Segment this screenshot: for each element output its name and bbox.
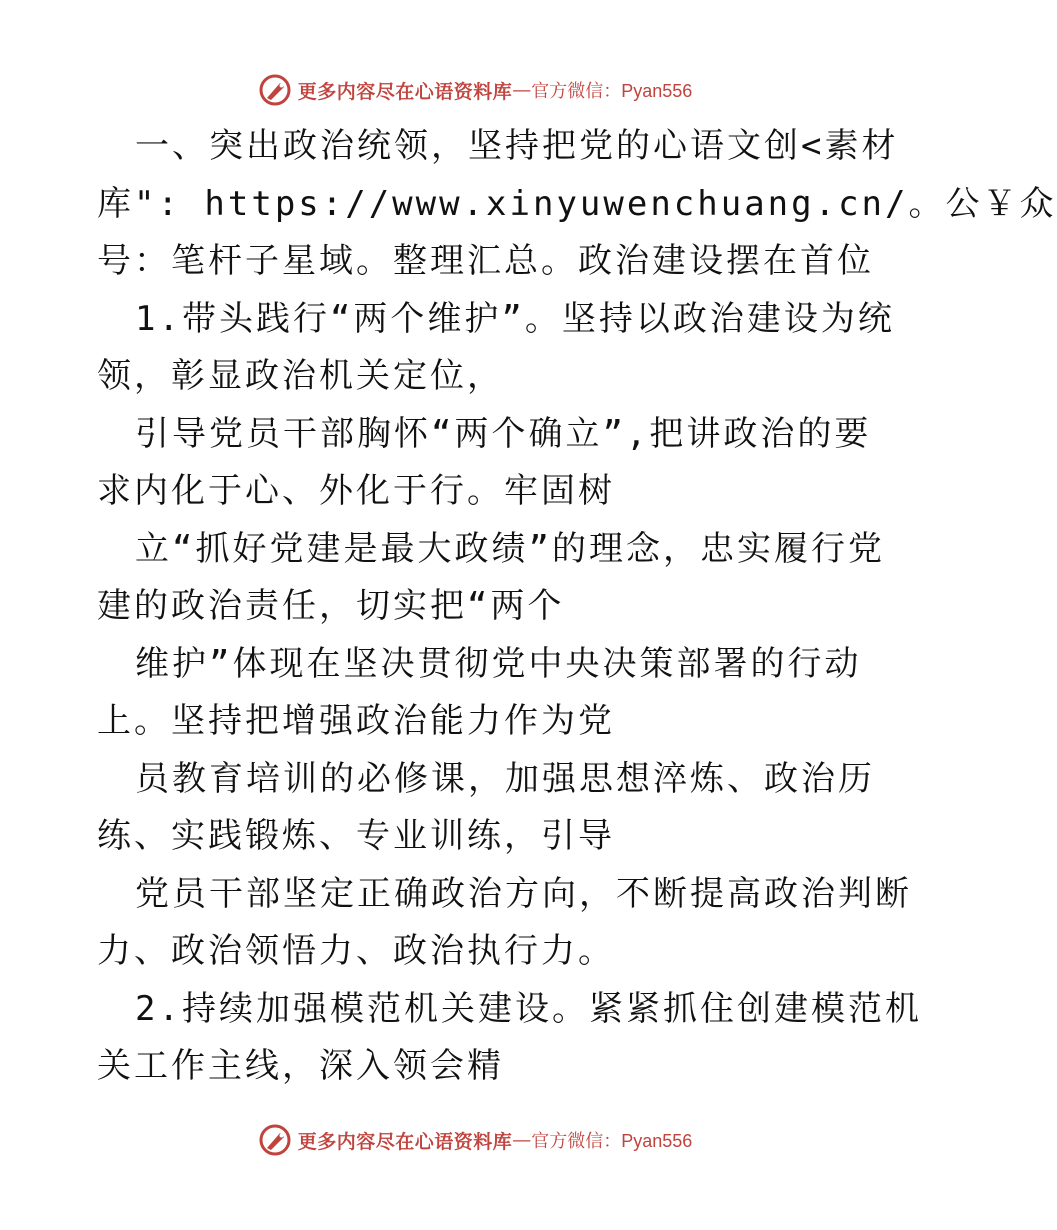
- watermark-footer: [0, 1120, 950, 1160]
- fountain-pen-logo-icon: [258, 73, 292, 107]
- watermark-header: [0, 70, 950, 110]
- text-line: 立“抓好党建是最大政绩”的理念，忠实履行党: [135, 528, 885, 569]
- watermark-wechat-text: 官方微信：Pyan556: [531, 1131, 693, 1151]
- text-line: 一、突出政治统领，坚持把党的心语文创<素材: [135, 126, 899, 166]
- text-line: 关工作主线，深入领会精: [97, 1046, 504, 1086]
- watermark-wechat-text: 官方微信：Pyan556: [531, 81, 693, 101]
- text-line: 建的政治责任，切实把“两个: [97, 586, 565, 626]
- watermark-main-text: 更多内容尽在心语资料库: [297, 80, 513, 103]
- document-body: [97, 118, 1057, 1096]
- text-line: 练、实践锻炼、专业训练，引导: [97, 816, 615, 856]
- text-line: 求内化于心、外化于行。牢固树: [97, 471, 615, 511]
- text-line: 2.持续加强模范机关建设。紧紧抓住创建模范机: [135, 988, 922, 1029]
- watermark-main-text: 更多内容尽在心语资料库: [297, 1130, 513, 1153]
- text-line: 1.带头践行“两个维护”。坚持以政治建设为统: [135, 298, 895, 339]
- text-line: 号：笔杆子星域。整理汇总。政治建设摆在首位: [97, 241, 874, 281]
- text-line: 维护”体现在坚决贯彻党中央决策部署的行动: [135, 643, 862, 684]
- text-line: 引导党员干部胸怀“两个确立”,把讲政治的要: [135, 413, 872, 454]
- text-line: 力、政治领悟力、政治执行力。: [97, 931, 615, 971]
- watermark-separator: —: [512, 79, 532, 101]
- text-line: 领，彰显政治机关定位，: [97, 356, 504, 396]
- text-line: 库": https://www.xinyuwenchuang.cn/。公￥众: [97, 183, 1057, 224]
- text-line: 员教育培训的必修课，加强思想淬炼、政治历: [135, 758, 875, 799]
- text-line: 党员干部坚定正确政治方向，不断提高政治判断: [135, 873, 912, 914]
- fountain-pen-logo-icon: [258, 1123, 292, 1157]
- watermark-separator: —: [512, 1129, 532, 1151]
- text-line: 上。坚持把增强政治能力作为党: [97, 701, 615, 741]
